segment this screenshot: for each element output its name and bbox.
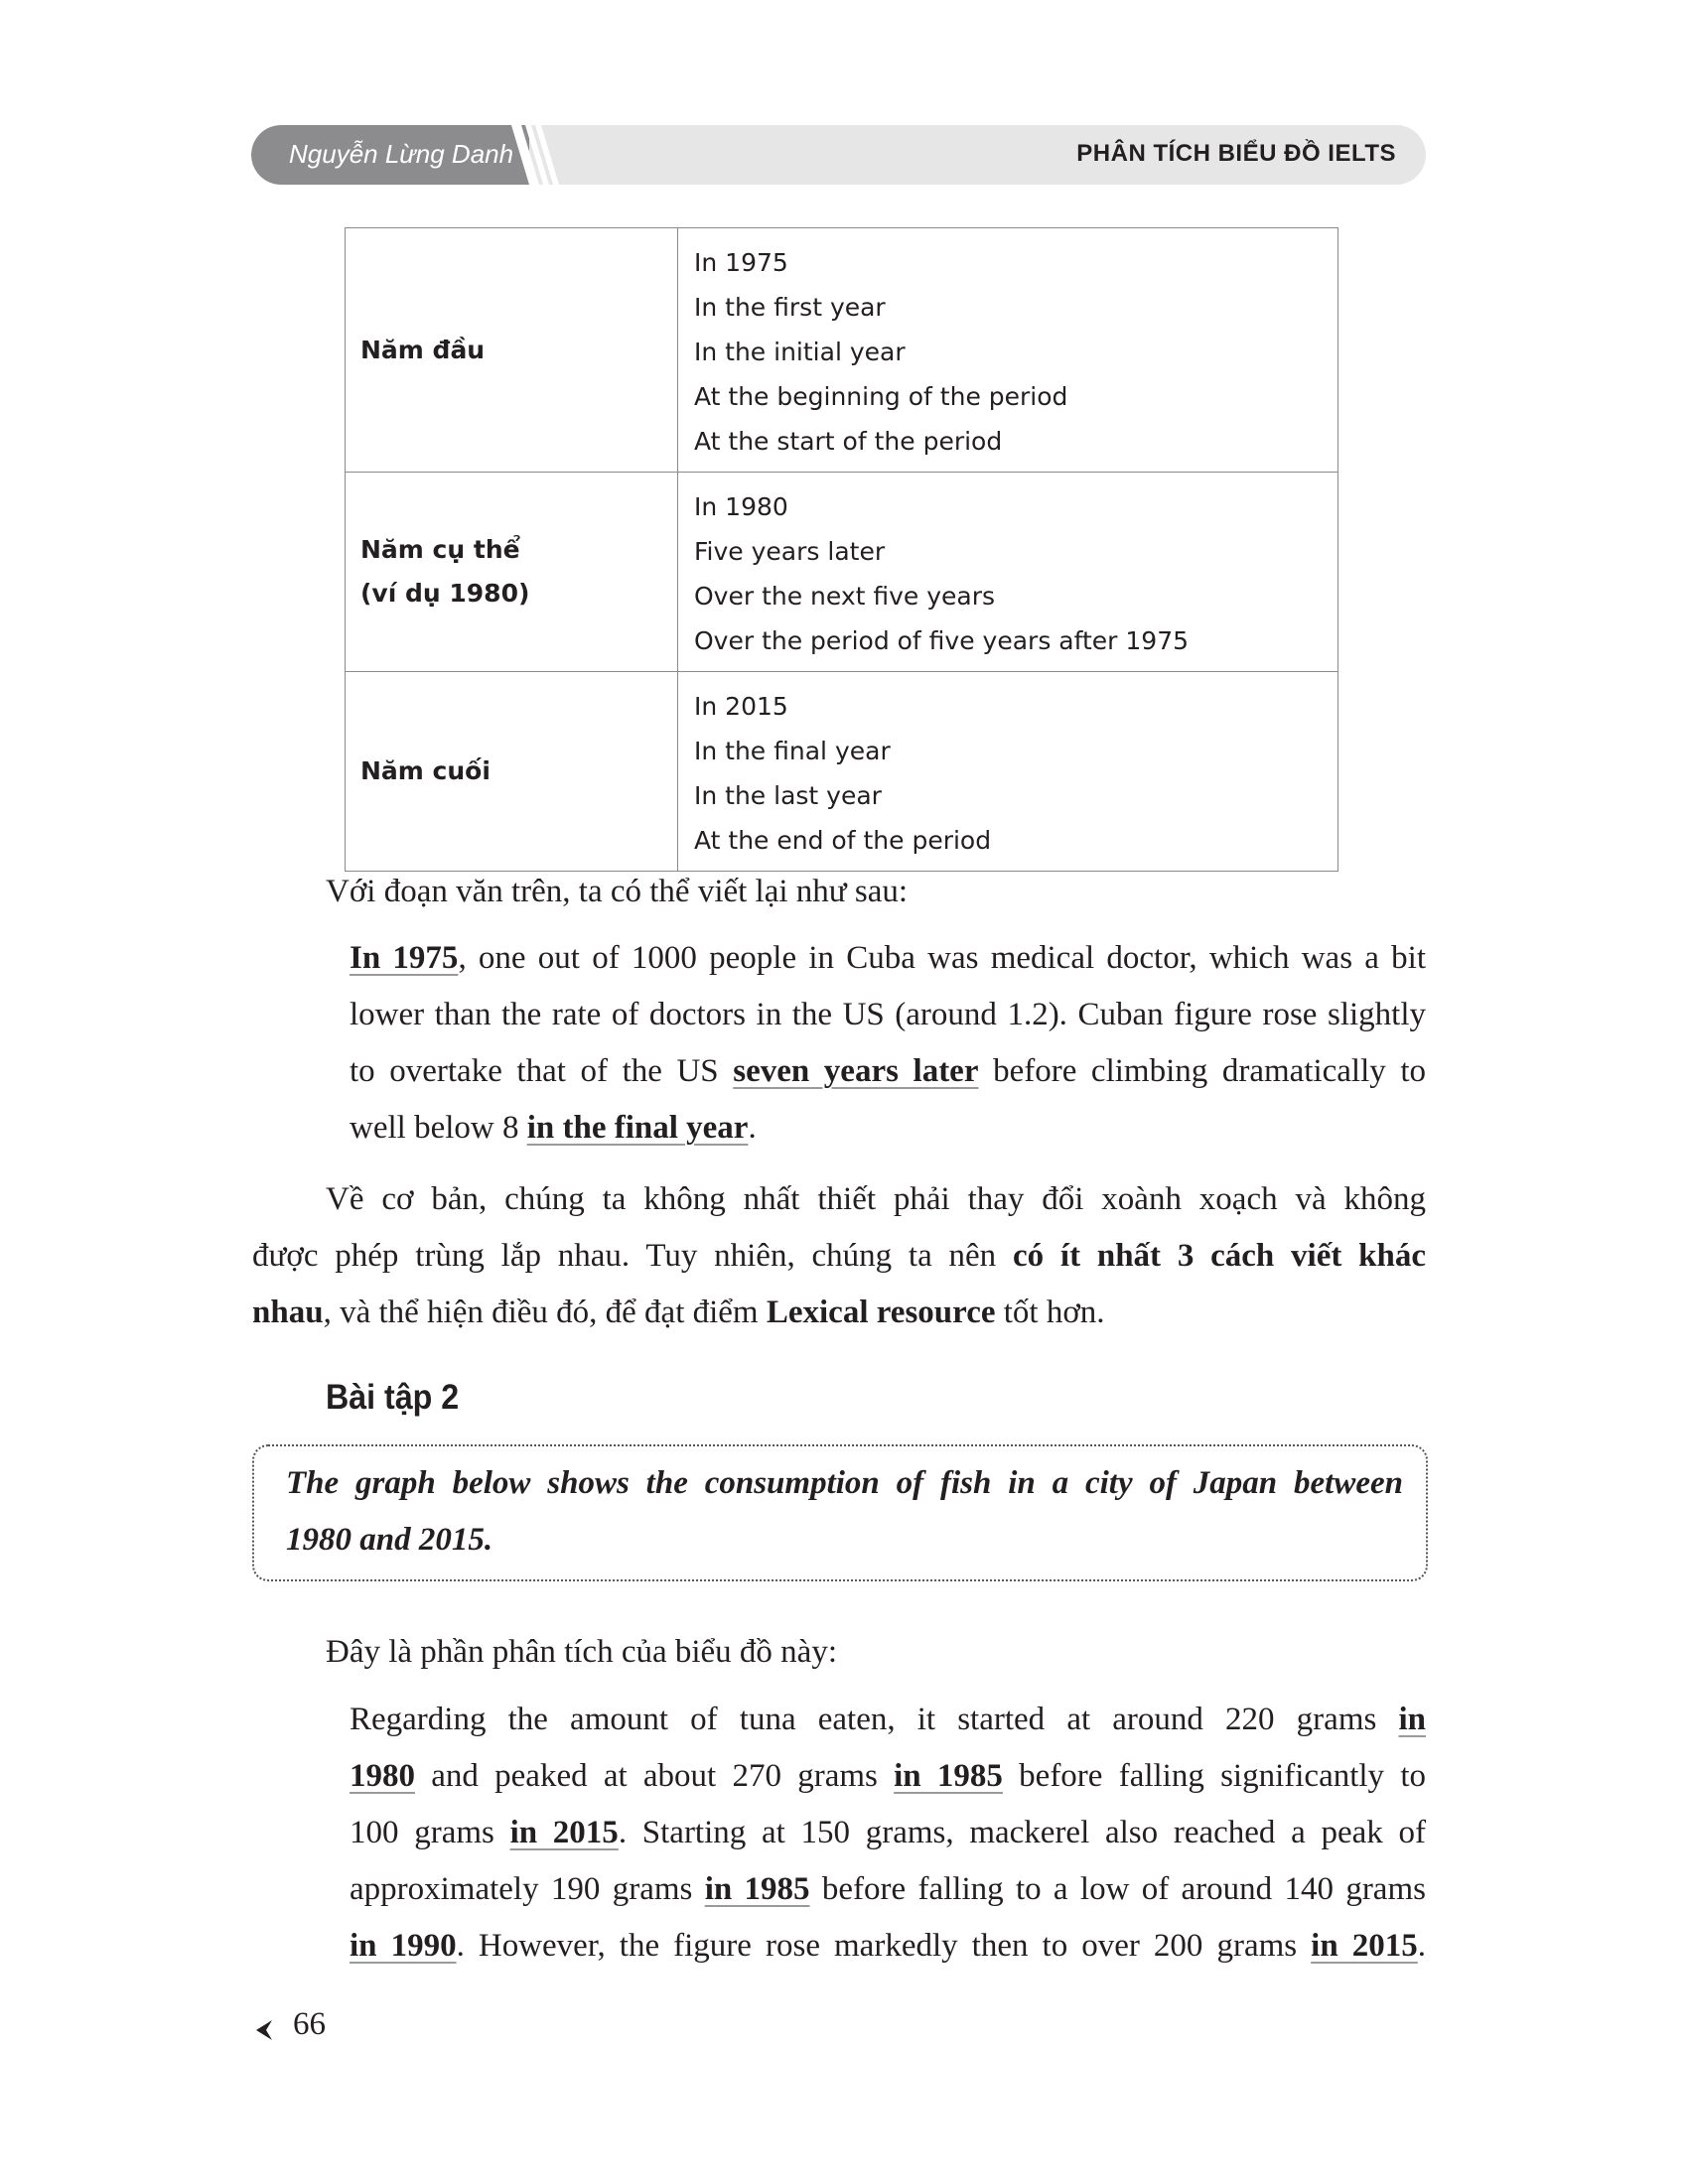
highlight-phrase: In 1975 — [350, 940, 459, 976]
example-line — [350, 1748, 1426, 1805]
task-line: 1980 and 2015. — [286, 1522, 493, 1558]
text-run: before falling significantly to — [1002, 1758, 1426, 1794]
highlight-phrase: in the final year — [526, 1110, 749, 1146]
highlight-phrase: seven years later — [733, 1053, 979, 1089]
text-run: tốt hơn. — [995, 1295, 1105, 1330]
highlight-phrase: in 2015 — [1311, 1928, 1418, 1964]
phrase-list — [678, 228, 1338, 473]
example-line — [350, 1043, 1426, 1100]
bold-phrase: nhau — [252, 1295, 324, 1330]
table-row — [346, 473, 1338, 672]
note-line — [252, 1285, 1105, 1341]
time-expression-table — [345, 227, 1338, 872]
highlight-phrase: 1980 — [350, 1758, 415, 1794]
text-run: and peaked at about 270 grams — [415, 1758, 895, 1794]
example-line — [350, 930, 1426, 987]
text-run: well below 8 — [350, 1110, 527, 1146]
phrase: In the final year — [694, 737, 891, 765]
text-run: 100 grams — [350, 1815, 510, 1850]
example-line — [350, 1805, 1426, 1861]
phrase: In 1980 — [694, 492, 788, 521]
row-label-line: Năm cuối — [360, 756, 491, 785]
text-run: . — [748, 1110, 757, 1146]
text-run: before climbing dramatically to — [978, 1053, 1426, 1089]
intro-paragraph-1: Với đoạn văn trên, ta có thể viết lại như sau: — [326, 874, 909, 909]
example-line — [350, 1861, 1426, 1918]
row-label — [346, 228, 678, 473]
highlight-phrase: in 1990 — [350, 1928, 457, 1964]
note-line — [252, 1228, 1426, 1285]
book-title: PHÂN TÍCH BIỂU ĐỒ IELTS — [1076, 140, 1396, 167]
row-label-line: (ví dụ 1980) — [360, 579, 530, 608]
running-header — [251, 125, 1426, 185]
exercise-heading: Bài tập 2 — [326, 1378, 460, 1417]
text-run: được phép trùng lắp nhau. Tuy nhiên, chúng ta nên — [252, 1238, 1013, 1274]
table-row — [346, 672, 1338, 872]
example-line — [350, 1100, 757, 1157]
phrase: In 2015 — [694, 692, 788, 721]
page-arrow-icon — [254, 2018, 274, 2042]
task-line: The graph below shows the consumption of fish in a city of Japan between — [286, 1465, 1403, 1501]
text-run: . However, the figure rose markedly then to over 200 grams — [456, 1928, 1312, 1964]
text-run: . Starting at 150 grams, mackerel also reached a peak of — [618, 1815, 1426, 1850]
task-prompt — [286, 1455, 1403, 1569]
text-run: , và thể hiện điều đó, để đạt điểm — [323, 1295, 767, 1330]
row-label — [346, 473, 678, 672]
page-number: 66 — [293, 2006, 326, 2042]
highlight-phrase: in 2015 — [509, 1815, 619, 1850]
highlight-phrase: in 1985 — [894, 1758, 1003, 1794]
example-line — [350, 1692, 1426, 1748]
highlight-phrase: in — [1398, 1702, 1426, 1737]
phrase: In 1975 — [694, 248, 788, 277]
intro-paragraph-2: Đây là phần phân tích của biểu đồ này: — [326, 1634, 837, 1670]
phrase-list — [678, 672, 1338, 872]
example-line: lower than the rate of doctors in the US (around 1.2). Cuban figure rose slightly — [350, 997, 1426, 1032]
bold-phrase: Lexical resource — [766, 1295, 996, 1330]
text-run: Regarding the amount of tuna eaten, it started at around 220 grams — [350, 1702, 1399, 1737]
text-run: approximately 190 grams — [350, 1871, 705, 1907]
author-name: Nguyễn Lừng Danh — [289, 139, 514, 169]
phrase: In the first year — [694, 293, 886, 322]
phrase: At the start of the period — [694, 427, 1003, 456]
phrase: At the beginning of the period — [694, 382, 1068, 411]
header-stripes — [511, 125, 571, 185]
phrase: Five years later — [694, 537, 886, 566]
text-run: to overtake that of the US — [350, 1053, 734, 1089]
phrase: Over the next five years — [694, 582, 996, 611]
text-run: . — [1417, 1928, 1426, 1964]
phrase-list — [678, 473, 1338, 672]
row-label-line: Năm đầu — [360, 335, 486, 364]
text-run: before falling to a low of around 140 grams — [809, 1871, 1426, 1907]
phrase: In the last year — [694, 781, 882, 810]
phrase: In the initial year — [694, 338, 906, 366]
text-run: , one out of 1000 people in Cuba was medical doctor, which was a bit — [458, 940, 1426, 976]
highlight-phrase: in 1985 — [704, 1871, 810, 1907]
row-label-line: Năm cụ thể — [360, 535, 520, 564]
table-row — [346, 228, 1338, 473]
note-line: Về cơ bản, chúng ta không nhất thiết phải thay đổi xoành xoạch và không — [326, 1181, 1426, 1217]
phrase: At the end of the period — [694, 826, 992, 855]
example-line — [350, 1918, 1426, 1975]
row-label — [346, 672, 678, 872]
bold-phrase: có ít nhất 3 cách viết khác — [1012, 1238, 1427, 1274]
phrase: Over the period of five years after 1975 — [694, 626, 1190, 655]
